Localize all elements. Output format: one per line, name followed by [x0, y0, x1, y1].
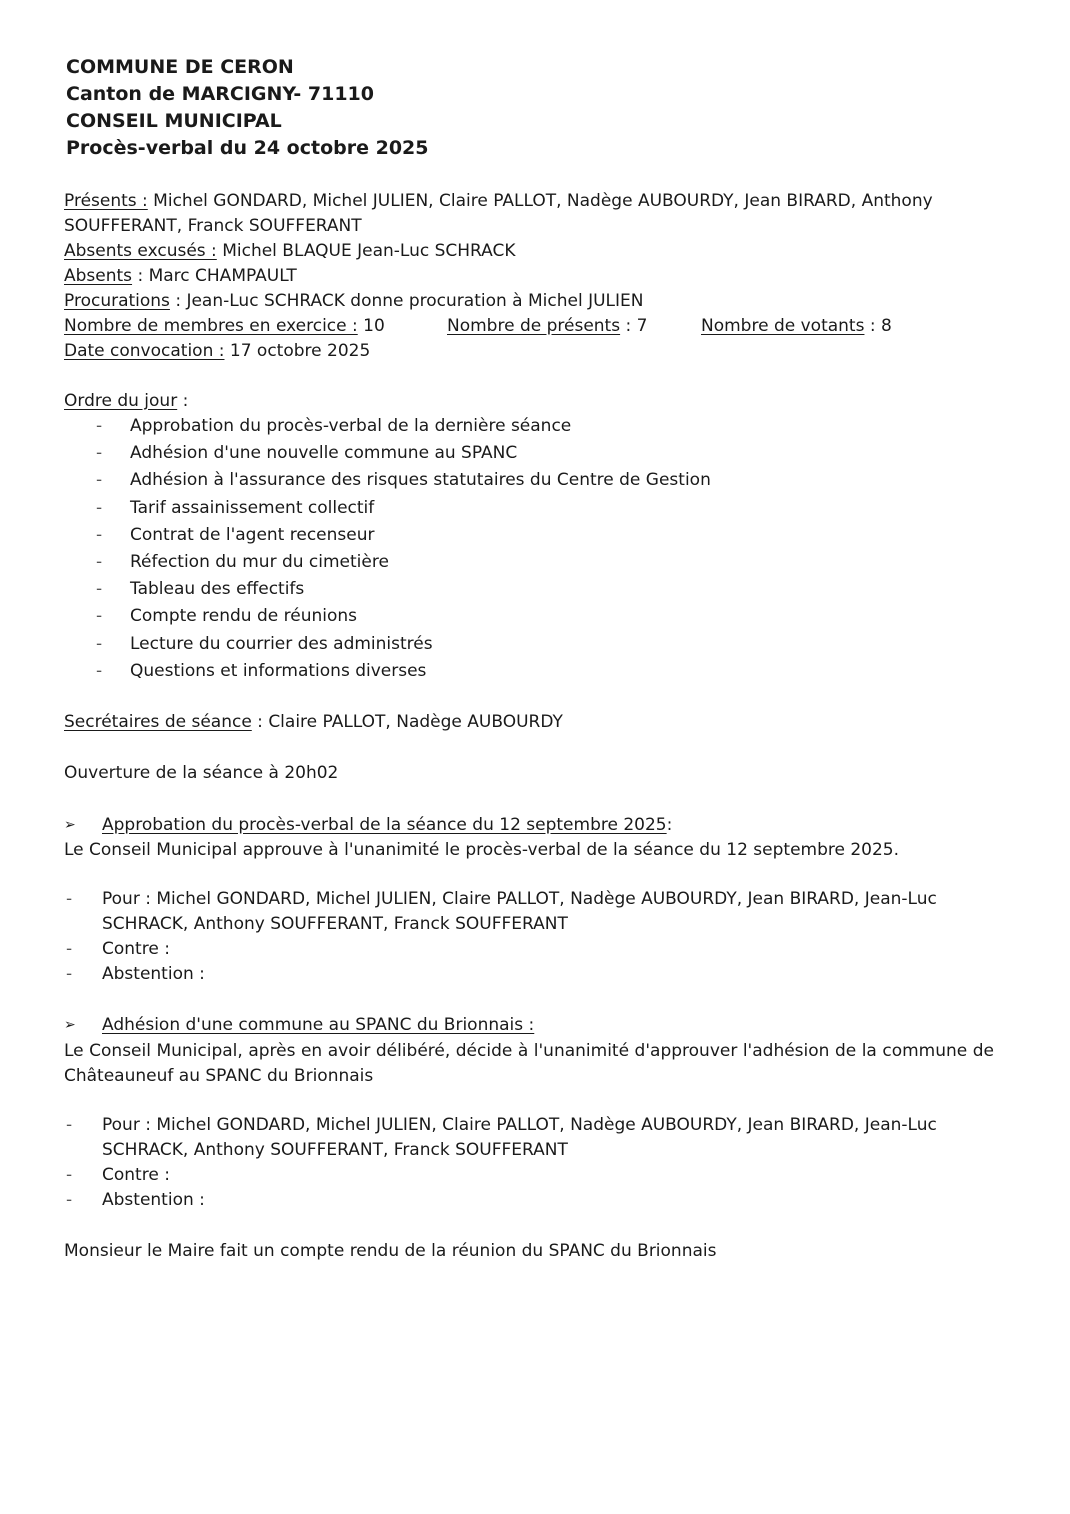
agenda-item-text: Adhésion à l'assurance des risques statutaires du Centre de Gestion	[130, 470, 711, 491]
vote-abstention-text: Abstention :	[102, 964, 205, 984]
section2-heading	[64, 1013, 994, 1038]
votants-count	[701, 314, 892, 339]
agenda-suffix: :	[177, 391, 189, 411]
section2-title: Adhésion d'une commune au SPANC du Brionnais :	[102, 1015, 535, 1035]
document-title: Procès-verbal du 24 octobre 2025	[66, 137, 429, 159]
convocation-label: Date convocation :	[64, 341, 225, 361]
excuses-label: Absents excusés :	[64, 241, 217, 261]
agenda-item	[96, 549, 711, 576]
secretaires-value: : Claire PALLOT, Nadège AUBOURDY	[251, 712, 563, 732]
agenda-item	[96, 603, 711, 630]
convocation-line	[64, 339, 994, 364]
commune-name: COMMUNE DE CERON	[66, 56, 294, 78]
procurations-line	[64, 289, 994, 314]
secretaires-line	[64, 710, 994, 735]
agenda-heading	[64, 389, 994, 414]
agenda-item	[96, 631, 711, 658]
bullet-dash: -	[96, 606, 103, 627]
secretaires-label: Secrétaires de séance	[64, 712, 252, 732]
bullet-dash: -	[96, 633, 103, 654]
document-header	[66, 54, 428, 162]
agenda-item-text: Réfection du mur du cimetière	[130, 552, 389, 573]
section1-votes	[66, 887, 996, 987]
agenda-item-text: Compte rendu de réunions	[130, 606, 358, 627]
excuses-line	[64, 239, 994, 264]
section1-suffix: :	[666, 815, 673, 835]
bullet-dash: -	[96, 470, 103, 491]
vote-pour	[66, 887, 996, 937]
excuses-value: Michel BLAQUE Jean-Luc SCHRACK	[216, 241, 516, 261]
agenda-item	[96, 522, 711, 549]
vote-pour-text	[102, 887, 937, 937]
canton-name: Canton de MARCIGNY- 71110	[66, 83, 374, 105]
agenda-list	[96, 413, 711, 685]
procurations-label: Procurations	[64, 291, 170, 311]
agenda-label: Ordre du jour	[64, 391, 178, 411]
members-value: 10	[357, 316, 385, 336]
agenda-item	[96, 576, 711, 603]
bullet-dash: -	[66, 964, 73, 984]
presents-count-label: Nombre de présents	[447, 316, 621, 336]
vote-pour-line-2: SCHRACK, Anthony SOUFFERANT, Franck SOUFFERANT	[102, 1140, 568, 1160]
section1-text: Le Conseil Municipal approuve à l'unanimité le procès-verbal de la séance du 12 septembre 2025.	[64, 840, 900, 860]
absents-line	[64, 264, 994, 289]
absents-label: Absents	[64, 266, 133, 286]
vote-contre	[66, 1163, 996, 1188]
bullet-dash: -	[96, 524, 103, 545]
section2-text-line-1: Le Conseil Municipal, après en avoir délibéré, décide à l'unanimité d'approuver l'adhésion de la commune de	[64, 1041, 994, 1061]
section2-text	[64, 1039, 994, 1089]
arrow-bullet-icon: ➢	[64, 817, 76, 833]
procurations-value: : Jean-Luc SCHRACK donne procuration à Michel JULIEN	[169, 291, 644, 311]
members-label: Nombre de membres en exercice :	[64, 316, 358, 336]
vote-pour-line-1: Pour : Michel GONDARD, Michel JULIEN, Claire PALLOT, Nadège AUBOURDY, Jean BIRARD, Jean-Luc	[102, 1115, 937, 1135]
agenda-item	[96, 658, 711, 685]
members-count	[64, 314, 447, 339]
convocation-value: 17 octobre 2025	[224, 341, 371, 361]
vote-pour-text	[102, 1113, 937, 1163]
vote-abstention-text: Abstention :	[102, 1190, 205, 1210]
vote-contre-text: Contre :	[102, 1165, 170, 1185]
presents-line	[64, 189, 994, 214]
bullet-dash: -	[66, 1190, 73, 1210]
bullet-dash: -	[66, 889, 73, 909]
agenda-item-text: Tableau des effectifs	[130, 579, 305, 600]
presents-value: Michel GONDARD, Michel JULIEN, Claire PALLOT, Nadège AUBOURDY, Jean BIRARD, Anthony	[147, 191, 933, 211]
ouverture-line: Ouverture de la séance à 20h02	[64, 763, 339, 783]
agenda-item-text: Adhésion d'une nouvelle commune au SPANC	[130, 443, 518, 464]
agenda-item-text: Approbation du procès-verbal de la dernière séance	[130, 416, 572, 436]
bullet-dash: -	[96, 579, 103, 600]
agenda-item-text: Questions et informations diverses	[130, 660, 427, 681]
arrow-bullet-icon: ➢	[64, 1017, 76, 1033]
section2-votes	[66, 1113, 996, 1213]
bullet-dash: -	[66, 1115, 73, 1135]
agenda-item	[96, 467, 711, 494]
bullet-dash: -	[66, 939, 73, 959]
agenda-item	[96, 413, 711, 440]
vote-contre-text: Contre :	[102, 939, 170, 959]
votants-value: : 8	[864, 316, 892, 336]
agenda-item-text: Tarif assainissement collectif	[130, 497, 375, 518]
vote-contre	[66, 937, 996, 962]
vote-pour-line-1: Pour : Michel GONDARD, Michel JULIEN, Claire PALLOT, Nadège AUBOURDY, Jean BIRARD, Jean-Luc	[102, 889, 937, 909]
presents-label: Présents :	[64, 191, 148, 211]
section2-text-line-2: Châteauneuf au SPANC du Brionnais	[64, 1066, 374, 1086]
presents-count	[447, 314, 701, 339]
bullet-dash: -	[96, 497, 103, 518]
vote-pour	[66, 1113, 996, 1163]
bullet-dash: -	[66, 1165, 73, 1185]
votants-label: Nombre de votants	[701, 316, 865, 336]
presents-line-2: SOUFFERANT, Franck SOUFFERANT	[64, 216, 362, 236]
absents-value: : Marc CHAMPAULT	[132, 266, 297, 286]
attendance-block	[64, 189, 994, 364]
agenda-item-text: Lecture du courrier des administrés	[130, 633, 433, 654]
vote-pour-line-2: SCHRACK, Anthony SOUFFERANT, Franck SOUFFERANT	[102, 914, 568, 934]
bullet-dash: -	[96, 416, 103, 436]
bullet-dash: -	[96, 660, 103, 681]
vote-abstention	[66, 962, 996, 987]
section1-title: Approbation du procès-verbal de la séance du 12 septembre 2025	[102, 815, 667, 835]
presents-count-value: : 7	[620, 316, 648, 336]
agenda-item	[96, 495, 711, 522]
agenda-item-text: Contrat de l'agent recenseur	[130, 524, 375, 545]
vote-abstention	[66, 1188, 996, 1213]
closing-line: Monsieur le Maire fait un compte rendu de la réunion du SPANC du Brionnais	[64, 1241, 717, 1261]
bullet-dash: -	[96, 443, 103, 464]
counts-line	[64, 314, 994, 339]
section1-heading	[64, 813, 994, 838]
council-name: CONSEIL MUNICIPAL	[66, 110, 282, 132]
agenda-item	[96, 440, 711, 467]
bullet-dash: -	[96, 552, 103, 573]
